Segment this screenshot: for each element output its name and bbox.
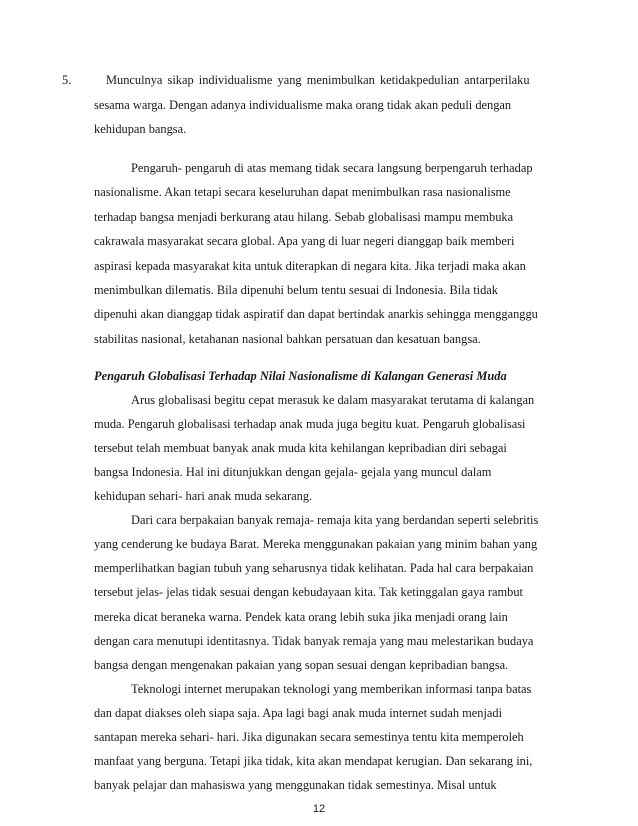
- section-heading: Pengaruh Globalisasi Terhadap Nilai Nasionalisme di Kalangan Generasi Muda: [94, 369, 507, 383]
- list-number: 5.: [62, 73, 72, 87]
- text-line: manfaat yang berguna. Tetapi jika tidak, kita akan mendapat kerugian. Dan sekarang ini,: [94, 754, 533, 768]
- text-line: santapan mereka sehari- hari. Jika digunakan secara semestinya tentu kita memperoleh: [94, 730, 524, 744]
- text-line: bangsa Indonesia. Hal ini ditunjukkan dengan gejala- gejala yang muncul dalam: [94, 465, 492, 479]
- text-line: banyak pelajar dan mahasiswa yang menggunakan tidak semestinya. Misal untuk: [94, 778, 497, 792]
- text-line: kehidupan bangsa.: [94, 122, 187, 136]
- text-line: dengan cara menutupi identitasnya. Tidak banyak remaja yang mau melestarikan budaya: [94, 634, 534, 648]
- text-line: Munculnya sikap individualisme yang menimbulkan ketidakpedulian antarperilaku: [106, 73, 530, 87]
- text-line: mereka dicat beraneka warna. Pendek kata orang lebih suka jika menjadi orang lain: [94, 610, 508, 624]
- text-line: dipenuhi akan dianggap tidak aspiratif dan dapat bertindak anarkis sehingga mengganggu: [94, 307, 538, 321]
- text-line: kehidupan sehari- hari anak muda sekarang.: [94, 489, 313, 503]
- text-line: terhadap bangsa menjadi berkurang atau hilang. Sebab globalisasi mampu membuka: [94, 210, 514, 224]
- text-line: Arus globalisasi begitu cepat merasuk ke dalam masyarakat terutama di kalangan: [131, 393, 535, 407]
- page-number: 12: [312, 803, 326, 815]
- text-line: aspirasi kepada masyarakat kita untuk diterapkan di negara kita. Jika terjadi maka akan: [94, 259, 526, 273]
- text-line: menimbulkan dilematis. Bila dipenuhi belum tentu sesuai di Indonesia. Bila tidak: [94, 283, 499, 297]
- text-line: cakrawala masyarakat secara global. Apa yang di luar negeri dianggap baik memberi: [94, 234, 515, 248]
- text-line: nasionalisme. Akan tetapi secara keseluruhan dapat menimbulkan rasa nasionalisme: [94, 185, 511, 199]
- text-line: Pengaruh- pengaruh di atas memang tidak secara langsung berpengaruh terhadap: [131, 161, 533, 175]
- text-line: tersebut telah membuat banyak anak muda kita kehilangan kepribadian diri sebagai: [94, 441, 507, 455]
- text-line: dan dapat diakses oleh siapa saja. Apa lagi bagi anak muda internet sudah menjadi: [94, 706, 503, 720]
- text-line: muda. Pengaruh globalisasi terhadap anak muda juga begitu kuat. Pengaruh globalisasi: [94, 417, 526, 431]
- text-line: bangsa dengan mengenakan pakaian yang sopan sesuai dengan kepribadian bangsa.: [94, 658, 509, 672]
- text-line: memperlihatkan bagian tubuh yang seharusnya tidak kelihatan. Pada hal cara berpakaian: [94, 561, 534, 575]
- text-line: tersebut jelas- jelas tidak sesuai dengan kebudayaan kita. Tak ketinggalan gaya rambut: [94, 585, 523, 599]
- text-line: Teknologi internet merupakan teknologi yang memberikan informasi tanpa batas: [131, 682, 532, 696]
- text-line: sesama warga. Dengan adanya individualisme maka orang tidak akan peduli dengan: [94, 98, 512, 112]
- text-line: yang cenderung ke budaya Barat. Mereka menggunakan pakaian yang minim bahan yang: [94, 537, 538, 551]
- text-line: stabilitas nasional, ketahanan nasional bahkan persatuan dan kesatuan bangsa.: [94, 332, 481, 346]
- text-line: Dari cara berpakaian banyak remaja- remaja kita yang berdandan seperti selebritis: [131, 513, 539, 527]
